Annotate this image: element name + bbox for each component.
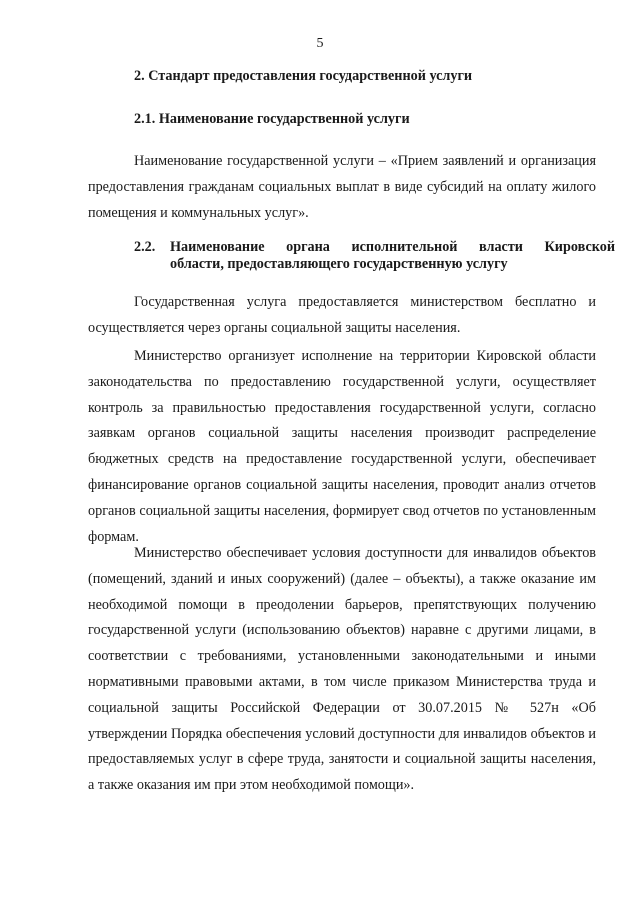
paragraph: Наименование государственной услуги – «Прием заявлений и организация предоставления гражданам социальных выплат в виде субсидий на оплату жилого помещения и коммунальных услуг». [88, 153, 596, 221]
section-2-2-heading [134, 239, 615, 273]
section-2-2-paragraph-1 [88, 290, 596, 342]
section-2-heading: 2. Стандарт предоставления государственной услуги [134, 68, 473, 84]
paragraph: Министерство организует исполнение на территории Кировской области законодательства по предоставлению государственной услуги, осуществляет контроль за правильностью предоставления государственной услуги, согласно заявкам органов социальной защиты населения производит распределение бюджетных средств на предоставление государственной услуги, обеспечивает финансирование органов социальной защиты населения, проводит анализ отчетов органов социальной защиты населения, формирует свод отчетов по установленным формам. [88, 348, 596, 545]
section-2-1-heading: 2.1. Наименование государственной услуги [134, 111, 410, 127]
paragraph: Министерство обеспечивает условия доступности для инвалидов объектов (помещений, зданий и иных сооружений) (далее – объекты), а также оказание им необходимой помощи в преодолении барьеров, препятствующих получению государственной услуги (использованию объектов) наравне с другими лицами, в соответствии с требованиями, установленными законодательными и иными нормативными правовыми актами, в том числе приказом Министерства труда и социальной защиты Российской Федерации от 30.07.2015 № 527н «Об утверждении Порядка обеспечения условий доступности для инвалидов объектов и предоставляемых услуг в сфере труда, занятости и социальной защиты населения, а также оказания им при этом необходимой помощи». [88, 545, 596, 794]
section-2-1-body [88, 149, 596, 226]
page-number: 5 [316, 36, 324, 51]
section-2-2-title-line2: области, предоставляющего государственную услугу [170, 256, 508, 272]
section-2-2-title-line1: Наименование органа исполнительной власти Кировской [170, 239, 615, 255]
section-2-2-paragraph-2 [88, 344, 596, 550]
section-2-2-number: 2.2. [134, 239, 156, 255]
paragraph: Государственная услуга предоставляется министерством бесплатно и осуществляется через органы социальной защиты населения. [88, 294, 596, 336]
section-2-2-paragraph-3 [88, 541, 596, 799]
